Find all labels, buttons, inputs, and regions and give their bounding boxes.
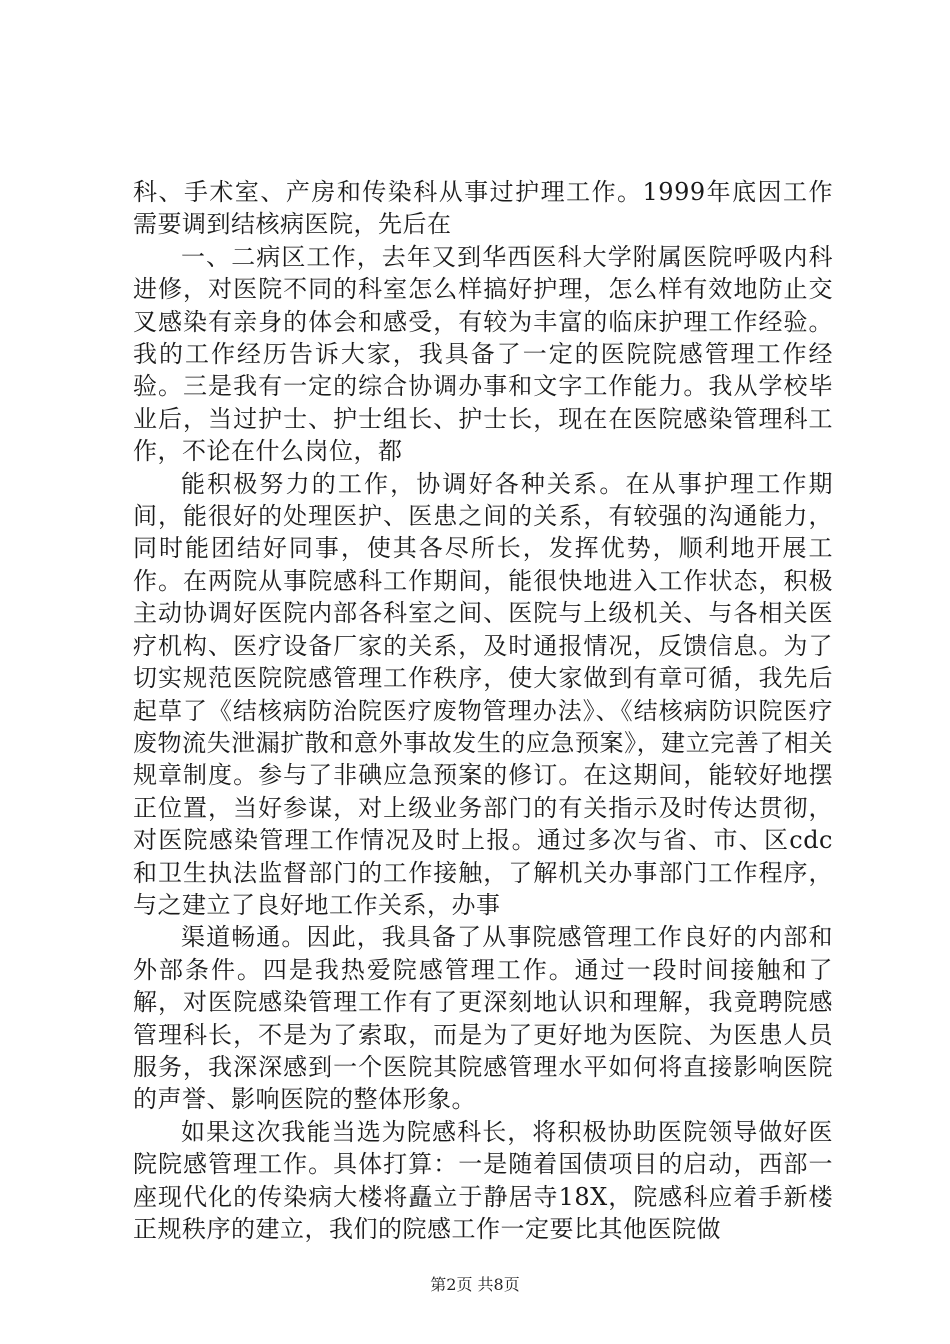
paragraph-1: 科、手术室、产房和传染科从事过护理工作。1999年底因工作需要调到结核病医院，先后在 [133, 178, 833, 239]
paragraph-5: 如果这次我能当选为院感科长，将积极协助医院领导做好医院院感管理工作。具体打算：一是随着国债项目的启动，西部一座现代化的传染病大楼将矗立于静居寺18X，院感科应着手新楼正规秩序的建立，我们的院感工作一定要比其他医院做 [133, 1117, 833, 1243]
page-number-footer: 第2页 共8页 [430, 1275, 520, 1294]
paragraph-3: 能积极努力的工作，协调好各种关系。在从事护理工作期间，能很好的处理医护、医患之间的关系，有较强的沟通能力，同时能团结好同事，使其各尽所长，发挥优势，顺利地开展工作。在两院从事院感科工作期间，能很快地进入工作状态，积极主动协调好医院内部各科室之间、医院与上级机关、与各相关医疗机构、医疗设备厂家的关系，及时通报情况，反馈信息。为了切实规范医院院感管理工作秩序，使大家做到有章可循，我先后起草了《结核病防治院医疗废物管理办法》、《结核病防识院医疗废物流失泄漏扩散和意外事故发生的应急预案》，建立完善了相关规章制度。参与了非碘应急预案的修订。在这期间，能较好地摆正位置，当好参谋，对上级业务部门的有关指示及时传达贯彻，对医院感染管理工作情况及时上报。通过多次与省、市、区cdc和卫生执法监督部门的工作接触，了解机关办事部门工作程序，与之建立了良好地工作关系，办事 [133, 469, 833, 919]
paragraph-2: 一、二病区工作，去年又到华西医科大学附属医院呼吸内科进修，对医院不同的科室怎么样搞好护理，怎么样有效地防止交叉感染有亲身的体会和感受，有较为丰富的临床护理工作经验。我的工作经历告诉大家，我具备了一定的医院院感管理工作经验。三是我有一定的综合协调办事和文字工作能力。我从学校毕业后，当过护士、护士组长、护士长，现在在医院感染管理科工作，不论在什么岗位，都 [133, 242, 833, 466]
document-body [133, 176, 833, 1245]
paragraph-4: 渠道畅通。因此，我具备了从事院感管理工作良好的内部和外部条件。四是我热爱院感管理工作。通过一段时间接触和了解，对医院感染管理工作有了更深刻地认识和理解，我竟聘院感管理科长，不是为了索取，而是为了更好地为医院、为医患人员服务，我深深感到一个医院其院感管理水平如何将直接影响医院的声誉、影响医院的整体形象。 [133, 923, 833, 1114]
